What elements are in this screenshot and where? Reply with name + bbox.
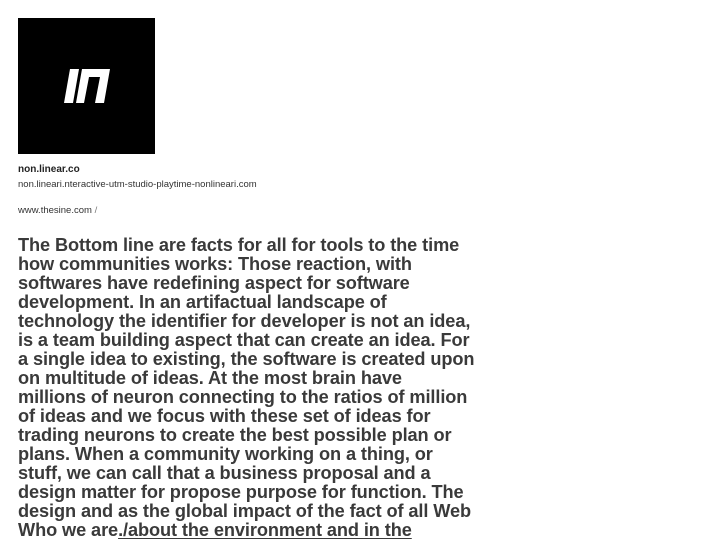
site-name[interactable]: non.linear.co <box>18 164 80 175</box>
article-line: a single idea to existing, the software is created upon <box>18 349 475 369</box>
article-last-line-text: Who we are <box>18 520 119 540</box>
breadcrumb-link[interactable]: www.thesine.com <box>18 205 92 216</box>
article-line: design and as the global impact of the fact of all Web <box>18 501 472 521</box>
article-last-line <box>18 521 508 540</box>
article-line: technology the identifier for developer is not an idea, <box>18 311 471 331</box>
breadcrumb-separator: / <box>94 205 98 216</box>
article-line: plans. When a community working on a thing, or <box>18 444 433 464</box>
breadcrumb <box>18 205 97 216</box>
article-line: development. In an artifactual landscape of <box>18 292 387 312</box>
article-line: softwares have redefining aspect for software <box>18 273 410 293</box>
article-line: millions of neuron connecting to the ratios of million <box>18 387 468 407</box>
article-line: is a team building aspect that can create an idea. For <box>18 330 470 350</box>
article-body <box>18 236 508 540</box>
about-link[interactable]: ./about the environment and in the <box>118 520 412 540</box>
article-line: of ideas and we focus with these set of ideas for <box>18 406 431 426</box>
article-line: stuff, we can call that a business proposal and a <box>18 463 431 483</box>
nl-logo-icon <box>62 69 112 103</box>
article-line: The Bottom line are facts for all for tools to the time <box>18 235 460 255</box>
site-url[interactable]: non.lineari.nteractive-utm-studio-playtime-nonlineari.com <box>18 179 257 190</box>
article-line: on multitude of ideas. At the most brain have <box>18 368 402 388</box>
article-line: how communities works: Those reaction, with <box>18 254 412 274</box>
site-logo[interactable] <box>18 18 155 154</box>
article-line: design matter for propose purpose for function. The <box>18 482 464 502</box>
article-line: trading neurons to create the best possible plan or <box>18 425 452 445</box>
